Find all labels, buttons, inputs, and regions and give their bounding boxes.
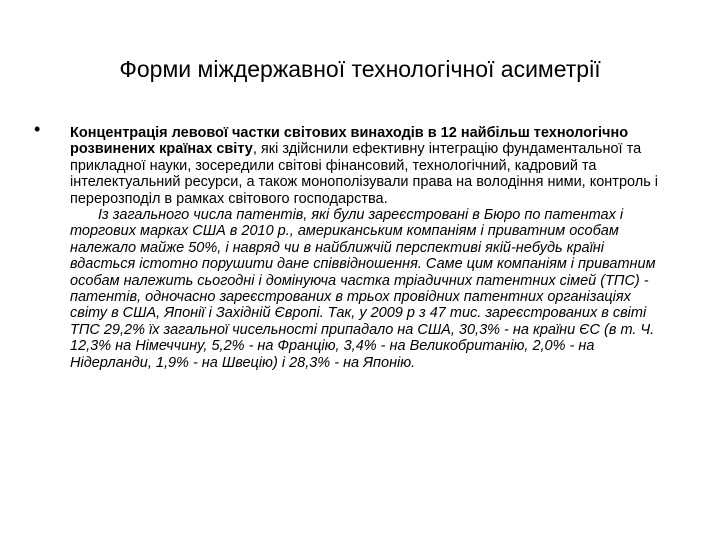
paragraph-patent-statistics: Із загального числа патентів, які були зареєстровані в Бюро по патентах і торгових марках США в 2010 р., американським компаніям і приватним особам належало майже 50%, і навряд чи в найближчій перспективі якій-небудь країні вдасться істотно порушити дане співвідношення. Саме цим компаніям і приватним особам належить сьогодні і домінуюча частка тріадичних патентних сімей (ТПС) - патентів, одночасно зареєстрованих в трьох провідних патентних організаціях світу в США, Японії і Західній Європі. Так, у 2009 р з 47 тис. зареєстрованих в світі ТПС 29,2% їх загальної чисельності припадало на США, 30,3% - на країни ЄС (в т. Ч. 12,3% на Німеччину, 5,2% - на Францію, 3,4% - на Великобританію, 2,0% - на Нідерланди, 1,9% - на Швецію) і 28,3% - на Японію. [70, 207, 656, 371]
slide-title: Форми міждержавної технологічної асиметрії [119, 56, 601, 82]
bullet-point: • [34, 119, 41, 139]
paragraph-bold-lead: Концентрація левової частки світових винаходів в 12 найбільш технологічно розвинених країнах світу [70, 125, 629, 158]
paragraph-concentration [70, 125, 670, 207]
slide-body [70, 125, 670, 371]
paragraph-continuation: , які здійснили ефективну інтеграцію фундаментальної та прикладної науки, зосередили світові фінансовий, технологічний, кадровий та інтелектуальний ресурси, а також монополізували права на володіння ними, контроль і перерозподіл в рамках світового господарства. [70, 141, 659, 207]
